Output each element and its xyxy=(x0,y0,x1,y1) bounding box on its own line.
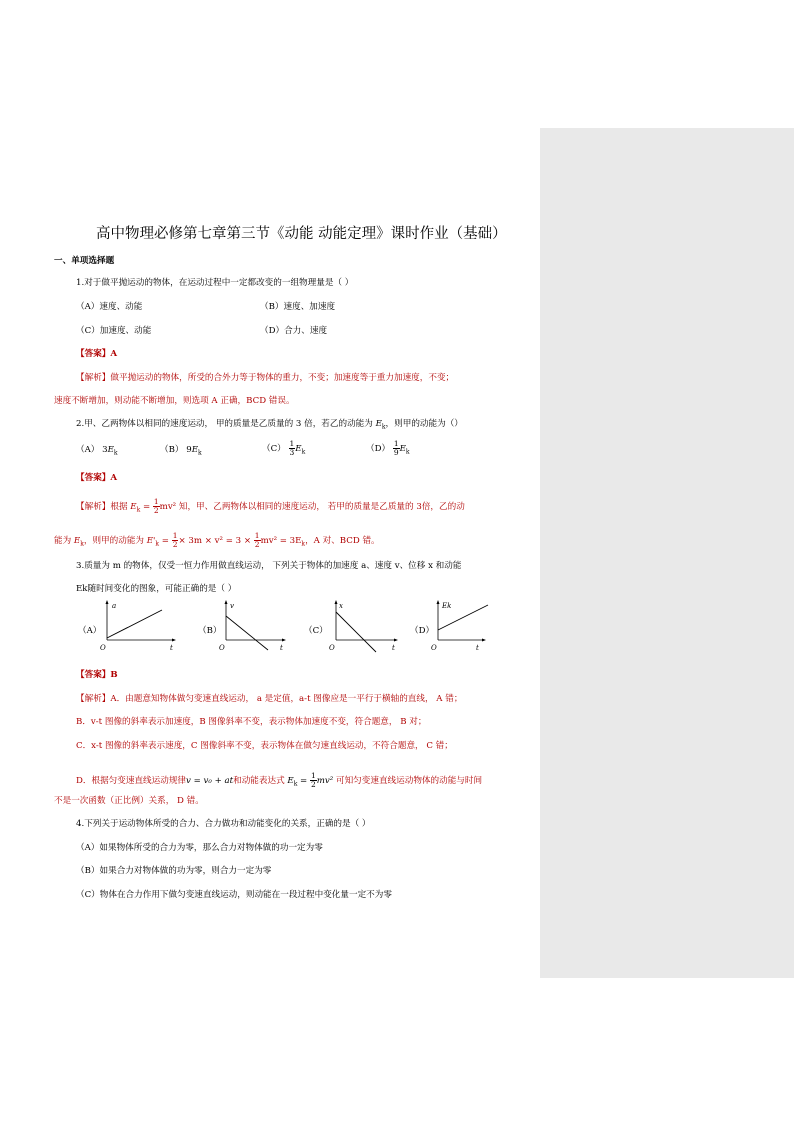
graph-d-origin: O xyxy=(431,644,437,652)
q2-an2-eq: = xyxy=(159,536,172,546)
graph-a-y-arrow xyxy=(106,600,109,604)
q1-option-c[interactable]: （C）加速度、动能 xyxy=(76,326,152,336)
q2-an2-ek: E xyxy=(73,536,81,546)
q3-answer: 【答案】B xyxy=(76,670,118,680)
q3-an-d-eq1: v = v₀ + at xyxy=(186,776,234,786)
q1-option-b[interactable]: （B）速度、加速度 xyxy=(260,302,336,312)
q2-option-b-ek: E xyxy=(191,445,198,455)
graph-d-axis-label: Ek xyxy=(442,602,452,610)
q2-an2-sub: k xyxy=(80,540,84,548)
q3-stem-line2: Ek随时间变化的图象，可能正确的是（ ） xyxy=(76,584,237,594)
q2-an2-mid: × 3m × v² = 3 × xyxy=(178,536,254,546)
q2-option-a-ek: E xyxy=(107,445,114,455)
q2-option-d-sub: k xyxy=(405,448,410,456)
q3-an-d-text1: D．根据匀变速直线运动规律 xyxy=(76,776,187,786)
q2-an2-tail: ，A 对、BCD 错。 xyxy=(305,536,380,546)
section-heading: 一、单项选择题 xyxy=(54,256,115,266)
q2-an2-sub2: k xyxy=(155,540,160,548)
graph-b[interactable] xyxy=(219,600,286,652)
q1-option-a[interactable]: （A）速度、动能 xyxy=(76,302,143,312)
q2-an2-text: 能为 xyxy=(54,536,74,546)
q2-option-c-sub: k xyxy=(301,448,306,456)
q2-an1-rest: mv² 知，甲、乙两物体以相同的速度运动， 若甲的质量是乙质量的 3倍，乙的动 xyxy=(159,502,465,512)
q2-option-b[interactable] xyxy=(160,444,202,460)
graph-c-line xyxy=(336,612,376,652)
q4-option-c[interactable]: （C）物体在合力作用下做匀变速直线运动，则动能在一段过程中变化量一定不为零 xyxy=(76,890,392,900)
q3-an-d-fraction xyxy=(310,772,317,789)
comment-pane xyxy=(540,128,794,978)
graph-b-label[interactable]: （B） xyxy=(198,626,222,636)
fraction-numerator: 1 xyxy=(289,439,295,448)
q2-analysis-line1 xyxy=(76,498,465,517)
fraction-denominator: 2 xyxy=(254,540,260,549)
fraction-denominator: 2 xyxy=(153,506,159,515)
graph-a-x-arrow xyxy=(172,639,176,642)
q2-option-c-label: （C） xyxy=(262,444,286,454)
q3-analysis-b: B．v-t 图像的斜率表示加速度，B 图像斜率不变，表示物体加速度不变，符合题意， B 对； xyxy=(76,717,427,727)
graph-a-t: t xyxy=(170,644,173,652)
q2-an1-text: 【解析】根据 xyxy=(76,502,131,512)
q2-answer: 【答案】A xyxy=(76,473,118,483)
q2-an2-end: mv² = 3E xyxy=(260,536,302,546)
fraction-numerator: 1 xyxy=(393,439,399,448)
graph-b-origin: O xyxy=(219,644,225,652)
q2-stem-ek: E xyxy=(375,419,382,429)
q3-an-d-text3: 可知匀变速直线运动物体的动能与时间 xyxy=(335,776,483,786)
q2-stem-ek-sub: k xyxy=(381,423,386,431)
q3-an-d-ek: E xyxy=(287,776,294,786)
q2-an2-text2: ，则甲的动能为 xyxy=(83,536,147,546)
q2-option-a[interactable] xyxy=(76,444,118,460)
q2-stem-text2: ，则甲的动能为（） xyxy=(385,419,463,429)
graph-c-t: t xyxy=(392,644,395,652)
graph-c-origin: O xyxy=(329,644,335,652)
q3-an-d-eq: = xyxy=(297,776,310,786)
q2-an1-fraction xyxy=(153,498,160,515)
graph-d-y-arrow xyxy=(437,600,440,604)
graph-a-origin: O xyxy=(100,644,106,652)
q3-analysis-a: 【解析】A．由题意知物体做匀变速直线运动， a 是定值，a-t 图像应是一平行于横轴的直线， A 错； xyxy=(76,694,463,704)
q3-analysis-d2: 不是一次函数（正比例）关系， D 错。 xyxy=(54,796,204,806)
q2-an1-ek: E xyxy=(130,502,137,512)
fraction-denominator: 9 xyxy=(393,448,399,457)
q2-an1-eq: = xyxy=(140,502,153,512)
q2-option-d-label: （D） xyxy=(366,444,391,454)
q2-stem xyxy=(76,418,463,434)
fraction-numerator: 1 xyxy=(172,531,178,540)
q2-option-b-label: （B） 9 xyxy=(160,445,192,455)
fraction-numerator: 1 xyxy=(153,497,159,506)
graph-d-t: t xyxy=(476,644,479,652)
graph-b-axis-label: v xyxy=(230,602,234,610)
q4-option-a[interactable]: （A）如果物体所受的合力为零，那么合力对物体做的功一定为零 xyxy=(76,843,323,853)
graph-c[interactable] xyxy=(329,600,398,652)
graph-b-y-arrow xyxy=(225,600,228,604)
q2-an2-sub3: k xyxy=(301,540,306,548)
graph-d[interactable] xyxy=(431,600,488,652)
q2-an2-ek2: E' xyxy=(146,536,156,546)
graph-c-label[interactable]: （C） xyxy=(304,626,328,636)
q2-option-c-ek: E xyxy=(295,444,302,454)
fraction-numerator: 1 xyxy=(311,771,316,780)
q2-option-d-fraction xyxy=(393,440,400,457)
graph-d-x-arrow xyxy=(482,639,486,642)
graph-b-line xyxy=(226,616,268,650)
q2-option-c[interactable] xyxy=(262,440,305,459)
q2-an2-fraction2 xyxy=(254,532,261,549)
q4-option-b[interactable]: （B）如果合力对物体做的功为零，则合力一定为零 xyxy=(76,866,272,876)
graph-d-label[interactable]: （D） xyxy=(410,626,435,636)
graph-a-axis-label: a xyxy=(112,602,117,610)
graph-a[interactable] xyxy=(100,600,176,652)
graph-b-x-arrow xyxy=(282,639,286,642)
q3-stem-line1: 3.质量为 m 的物体，仅受一恒力作用做直线运动， 下列关于物体的加速度 a、速度 v、位移 x 和动能 xyxy=(76,561,462,571)
q3-an-d-text2: 和动能表达式 xyxy=(233,776,285,786)
q2-an1-sub: k xyxy=(136,506,141,514)
fraction-denominator: 3 xyxy=(289,448,295,457)
q2-option-b-sub: k xyxy=(197,449,202,457)
q3-graphs xyxy=(70,598,490,660)
q2-stem-text: 2.甲、乙两物体以相同的速度运动， 甲的质量是乙质量的 3 倍，若乙的动能为 xyxy=(76,419,376,429)
graph-a-label[interactable]: （A） xyxy=(78,626,102,636)
q3-an-d-sub: k xyxy=(293,780,298,788)
fraction-numerator: 1 xyxy=(254,531,260,540)
q1-answer: 【答案】A xyxy=(76,349,118,359)
q1-analysis-line1: 【解析】做平抛运动的物体，所受的合外力等于物体的重力，不变；加速度等于重力加速度，不变； xyxy=(76,373,455,383)
q2-option-d-ek: E xyxy=(399,444,406,454)
fraction-denominator: 2 xyxy=(172,540,178,549)
q1-analysis-line2: 速度不断增加，则动能不断增加，则选项 A 正确，BCD 错误。 xyxy=(54,396,295,406)
fraction-denominator: 2 xyxy=(311,780,316,789)
q2-option-a-sub: k xyxy=(113,449,118,457)
page-title: 高中物理必修第七章第三节《动能 动能定理》课时作业（基础） xyxy=(96,226,507,242)
graph-c-x-arrow xyxy=(394,639,398,642)
q2-analysis-line2 xyxy=(54,532,380,551)
graph-c-y-arrow xyxy=(335,600,338,604)
q3-analysis-d xyxy=(76,772,482,791)
graph-a-line xyxy=(107,610,162,638)
graph-b-t: t xyxy=(280,644,283,652)
q3-analysis-c: C．x-t 图像的斜率表示速度，C 图像斜率不变，表示物体在做匀速直线运动，不符合题意， C 错； xyxy=(76,741,453,751)
q2-option-a-label: （A） 3 xyxy=(76,445,108,455)
q1-option-d[interactable]: （D）合力、速度 xyxy=(260,326,328,336)
q2-option-d[interactable] xyxy=(366,440,410,459)
graph-c-axis-label: x xyxy=(339,602,343,610)
q3-an-d-mv2: mv² xyxy=(316,776,334,786)
q4-stem: 4.下列关于运动物体所受的合力、合力做功和动能变化的关系，正确的是（ ） xyxy=(76,819,371,829)
q1-stem: 1.对于做平抛运动的物体，在运动过程中一定都改变的一组物理量是（ ） xyxy=(76,278,354,288)
